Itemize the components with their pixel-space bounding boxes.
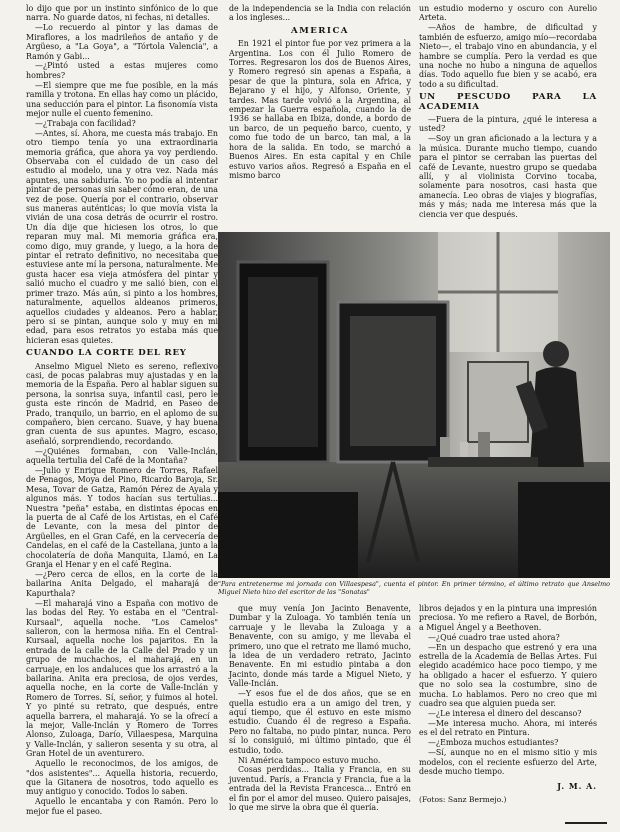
paragraph: Cosas perdidas... Italia y Francia, en su juventud. París, a Francia y Francia, fue a la entrada del la Revista Francesca... Entró en el fin por el amor del museo. Quiero paisajes, lo que me sirve la obra que él quería. — [229, 765, 411, 813]
photo-credit: (Fotos: Sanz Bermejo.) — [419, 794, 507, 804]
studio-photo-illustration — [218, 232, 610, 578]
paragraph: Anselmo Miguel Nieto es sereno, reflexivo casi, de pocas palabras muy ajustadas y en la memoria de la España. Pero al hablar siguen su persona, la sonrisa suya, infantil casi, pero le gusta este rincón de Madrid, en Paseo de Prado, tranquilo, un barrio, en el aplomo de su compañero, bien cercano. Suave, y hay buena gran cuenta de sus apuntes. Magro, escaso, aseñaló, sorprendiendo, recordando. — [26, 361, 218, 446]
paragraph: —¿Pero cerca de ellos, en la corte de la bailarina Anita Delgado, el maharajá de Kapurthala? — [26, 569, 218, 598]
column-3 — [419, 4, 597, 219]
paragraph: —Y esos fue el de dos años, que se en quella estudio era a un amigo del tren, y aquí tiempo, que él estuvo en este mismo estudio. Cuando él de regreso a España. Pero no faltaba, no pudo pintar, nunca. Pero sí lo consiguió, mi último pintado, que él estudio, todo. — [229, 689, 411, 755]
paragraph: —¿Qué cuadro trae usted ahora? — [428, 632, 560, 642]
footer-rule — [565, 822, 607, 824]
paragraph: —El maharajá vino a España con motivo de las bodas del Rey. Yo estaba en el "Central-Kursaal", aquella noche. "Los Camelos" salieron, con la hermosa niña. En el Central-Kursaal, aquella noche los pajaritos. En la entrada de la calle de la Calle del Prado y un grupo de muchachos, el maharajá, en un carruaje, en los andaluces que los arrastró a la bailarina. Anita era preciosa, de ojos verdes, aquella noche, en la corte de Valle-Inclán y Romero de Torres. Sí, señor, y fuimos al hotel. Y yo pinté su retrato, que después, entre aquella barrera, el maharajá. Yo se la ofrecí a la mejor, Valle-Inclán y Romero de Torres Alonso, Zuloaga, Darío, Villaespesa, Marquina y Valle-Inclán, y salieron sesenta y su otra, al Gran Hotel de un aventurero. — [26, 598, 218, 759]
paragraph: —Lo recuerdo al pintor y las damas de Miraflores, a los madrileños de antaño y de Argüeso, a "La Goya", a "Tórtola Valencia", a Ramón y Gabi... — [26, 23, 218, 61]
paragraph: —¿Le interesa el dinero del descanso? — [428, 708, 582, 718]
section-heading: CUANDO LA CORTE DEL REY — [26, 348, 187, 359]
paragraph: —Me interesa mucho. Ahora, mi interés es el del retrato en Pintura. — [419, 718, 597, 738]
column-2-lower — [229, 604, 411, 813]
paragraph: —Soy un gran aficionado a la lectura y a la música. Durante mucho tiempo, cuando para el pintor se cerraban las puertas del café de Levante, nuestro grupo se quedaba allí, y al violinista Corvino tocaba, solamente para nosotros, casi hasta que amanecía. Leo obras de viajes y biografías, más y más; nada me interesa más que la ciencia ver que después. — [419, 134, 597, 219]
studio-photograph — [218, 232, 610, 578]
paragraph: Ni América tampoco estuvo mucho. — [238, 755, 381, 765]
paragraph: En 1921 el pintor fue por vez primera a la Argentina. Los con él Julio Romero de Torres. Regresaron los dos de Buenos Aires, y Romero regresó sin apenas a España, a pesar de que la pintura, sola en Africa, y Bejarano y el hijo, y Alfonso, Oriente, y tardes. Mas tarde volvió a la Argentina, al empezar la Guerra española, cuando la de 1936 se hallaba en Ibiza, donde, a bordo de un barco, de un pequeño barco, cuento, y como fue todo de un barco, tan mal, a la hora de la salida. En todo, se marchó a Buenos Aires. En esta capital y en Chile estuvo varios años. Regresó a España en el mismo barco — [229, 39, 411, 180]
paragraph: —El siempre que me fue posible, en la más ramilla y trotona. En ellas hay como un plácido, una seducción para el pintor. La fisonomía vista mejor nulle el cuento femenino. — [26, 80, 218, 118]
paragraph: —Años de hambre, de dificultad y también de esfuerzo, amigo mío—recordaba Nieto—, el trabajo vino en abundancia, y el hambre se cumplía. Pero la verdad es que una noche no hubo a ninguna de aquellos días. Todo aquello fue bien y se acabó, era todo a su dificultad. — [419, 23, 597, 89]
column-2 — [229, 4, 411, 181]
author-signature: J. M. A. — [557, 782, 597, 792]
paragraph: —Sí, aunque no en el mismo sitio y mis modelos, con el reciente esfuerzo del Arte, desde mucho tiempo. — [419, 748, 597, 776]
paragraph: Aquello le encantaba y con Ramón. Pero lo mejor fue el paseo. — [26, 797, 218, 816]
paragraph: —¿Emboza muchos estudiantes? — [428, 738, 559, 748]
paragraph: Aquello le reconocimos, de los amigos, de "dos asistentes"... Aquella historia, recuerdo, que la Gitanera de nosotros, todo aquello es muy antiguo y conocido. Todos lo saben. — [26, 759, 218, 797]
paragraph: —En un despacho que estrenó y era una estrella de la Academia de Bellas Artes. Fui elegido académico hace poco tiempo, y me ha obligado a hacer el esfuerzo. Y quiero que no solo sea la costumbre, sino de mucha. Lo hablamos. Pero no creo que mi cuadro sea que alguien pueda ser. — [419, 642, 597, 709]
paragraph: —Fuera de la pintura, ¿qué le interesa a usted? — [419, 114, 597, 134]
paragraph: —¿Trabaja con facilidad? — [35, 118, 136, 128]
paragraph: libros dejados y en la pintura una impresión preciosa. Yo me refiero a Ravel, de Borbón, a Miguel Ángel y a Beethoven. — [419, 604, 597, 632]
column-1 — [26, 4, 218, 817]
paragraph: —Julio y Enrique Romero de Torres, Rafael de Penagos, Moya del Pino, Ricardo Baroja, Sr. Mesa, Tovar de Gatza, Ramón Pérez de Ayala y algunos más. Y todos hacían sus tertulias... Nuestra "peña" estaba, en distintas épocas en la puerta de al Café de los Artistas, en el Café de Levante, con la mesa del pintor de Argüelles, en el Gran Café, en la cervecería de Candelas, en el café de la Castellana, junto a la chocolatería de doña Manquita, Llamó, en La Granja el Henar y en el café Regina. — [26, 466, 218, 570]
paragraph: —¿Pintó usted a estas mujeres como hombres? — [26, 61, 218, 80]
section-heading: AMERICA — [291, 25, 349, 36]
photo-caption: "Para entretenerme mi jornada con Villaespesa", cuenta el pintor. En primer término, el último retrato que Anselmo Miguel Nieto hizo del escritor de las "Sonatas" — [218, 580, 610, 596]
paragraph: lo dijo que por un instinto sinfónico de lo que narra. No guarde datos, ni fechas, ni detalles. — [26, 4, 218, 23]
paragraph: —¿Quiénes formaban, con Valle-Inclán, aquella tertulia del Café de la Montaña? — [26, 446, 218, 466]
paragraph: un estudio moderno y oscuro con Aurelio Arteta. — [419, 4, 597, 23]
column-3-lower — [419, 604, 597, 804]
paragraph: de la independencia se la India con relación a los ingleses... — [229, 4, 411, 23]
paragraph: —Antes, sí. Ahora, me cuesta más trabajo. En otro tiempo tenía yo una extraordinaria memoria gráfica, que ahora ya voy perdiendo. Observaba con el cuidado de un caso del estudio al modelo, una y otra vez. Nada más apuntes, una sabiduría. Yo no podía al intentar pintar de personas sin saber cómo eran, de una vez de pose. Quería por el contrario, observar sus maneras auténticas; lo que movía vista la vivián de una cosa detrás de ocurrir el rostro. Un día dije que hiciesen los otros, lo que reparan muy mal. Mi memoria gráfica era, como digo, muy grande, y luego, a la hora de pintar el retrato definitivo, no necesitaba que estuviese ante mí la persona, naturalmente. Me gusta hacer esa vieja atmósfera del pintar y salió mucho el cuadro y me salió bien, con el primer trazo. Más aún, si pinto a los hombres, naturalmente, aquellos aldeanos primeros, aquellos ciudades y aldeanos. Pero a hablar, pero si se pintan, aunque solo y muy en mi edad, para esos retratos yo estaba más que hicieran esas quietes. — [26, 128, 218, 345]
paragraph: que muy venía Jon Jacinto Benavente, Dumbar y la Zuloaga. Yo también tenía un carruaje y le llevaba la Zuloaga y a Benavente, con su amigo, y me llevaba el primero, uno que el retrato me llamó mucho, la idea de un verdadero retrato, Jacinto Benavente. En mi estudio pintaba a don Jacinto, donde más tarde a Miguel Nieto, y Valle-Inclán. — [229, 604, 411, 689]
section-heading: UN PESCUDO PARA LA ACADEMIA — [419, 92, 597, 112]
